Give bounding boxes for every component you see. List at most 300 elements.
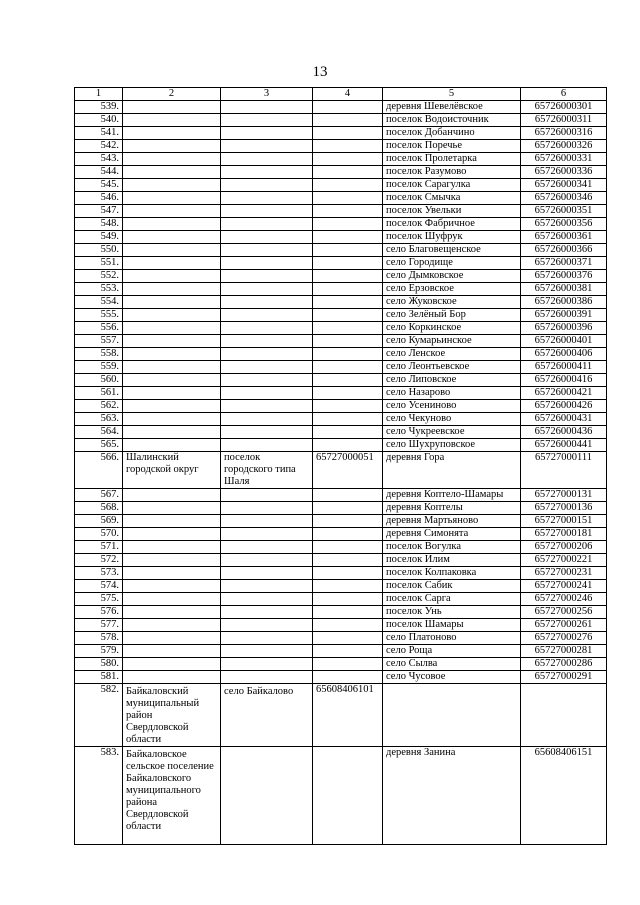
- municipality-cell: [123, 231, 221, 244]
- table-row: [75, 528, 607, 541]
- table-row: [75, 747, 607, 845]
- municipality-cell: [123, 502, 221, 515]
- settlement-cell: село Чукреевское: [383, 426, 521, 439]
- settlement-cell: село Кумарьинское: [383, 335, 521, 348]
- table-row: [75, 322, 607, 335]
- settlement-code-cell: 65726000361: [521, 231, 607, 244]
- center-code-cell: [313, 296, 383, 309]
- admin-center-cell: [221, 309, 313, 322]
- row-number-cell: 568.: [75, 502, 123, 515]
- row-number-cell: 566.: [75, 452, 123, 489]
- center-code-cell: [313, 658, 383, 671]
- municipality-cell: [123, 541, 221, 554]
- center-code-cell: [313, 166, 383, 179]
- settlement-code-cell: 65726000381: [521, 283, 607, 296]
- settlement-cell: деревня Коптело-Шамары: [383, 489, 521, 502]
- admin-center-cell: [221, 322, 313, 335]
- column-header: 1: [75, 88, 123, 101]
- row-number-cell: 544.: [75, 166, 123, 179]
- settlement-cell: поселок Шуфрук: [383, 231, 521, 244]
- row-number-cell: 557.: [75, 335, 123, 348]
- settlement-code-cell: 65726000331: [521, 153, 607, 166]
- municipality-cell: [123, 270, 221, 283]
- municipality-cell: [123, 296, 221, 309]
- center-code-cell: [313, 606, 383, 619]
- admin-center-cell: [221, 166, 313, 179]
- settlement-code-cell: [521, 684, 607, 747]
- admin-center-cell: [221, 645, 313, 658]
- center-code-cell: [313, 361, 383, 374]
- municipality-cell: [123, 101, 221, 114]
- settlement-code-cell: 65726000336: [521, 166, 607, 179]
- row-number-cell: 541.: [75, 127, 123, 140]
- center-code-cell: [313, 270, 383, 283]
- municipality-cell: [123, 205, 221, 218]
- settlement-code-cell: 65726000431: [521, 413, 607, 426]
- municipality-cell: [123, 593, 221, 606]
- row-number-cell: 543.: [75, 153, 123, 166]
- row-number-cell: 576.: [75, 606, 123, 619]
- table-row: [75, 502, 607, 515]
- settlement-code-cell: 65726000376: [521, 270, 607, 283]
- settlement-code-cell: 65727000291: [521, 671, 607, 684]
- table-row: [75, 192, 607, 205]
- settlement-code-cell: 65727000231: [521, 567, 607, 580]
- admin-center-cell: [221, 658, 313, 671]
- table-row: [75, 309, 607, 322]
- municipality-cell: [123, 322, 221, 335]
- municipality-cell: [123, 528, 221, 541]
- settlement-cell: поселок Унь: [383, 606, 521, 619]
- row-number-cell: 564.: [75, 426, 123, 439]
- row-number-cell: 554.: [75, 296, 123, 309]
- municipality-cell: [123, 671, 221, 684]
- table-row: [75, 166, 607, 179]
- admin-center-cell: [221, 413, 313, 426]
- municipality-cell: [123, 244, 221, 257]
- center-code-cell: [313, 101, 383, 114]
- header-row: [75, 88, 607, 101]
- settlement-code-cell: 65726000301: [521, 101, 607, 114]
- admin-center-cell: [221, 140, 313, 153]
- center-code-cell: [313, 413, 383, 426]
- center-code-cell: [313, 309, 383, 322]
- table-row: [75, 179, 607, 192]
- table-row: [75, 101, 607, 114]
- admin-center-cell: [221, 528, 313, 541]
- municipality-cell: [123, 489, 221, 502]
- center-code-cell: [313, 747, 383, 845]
- settlement-code-cell: 65727000281: [521, 645, 607, 658]
- settlement-code-cell: 65726000391: [521, 309, 607, 322]
- table-row: [75, 413, 607, 426]
- admin-center-cell: село Байкалово: [221, 684, 313, 747]
- settlement-cell: село Городище: [383, 257, 521, 270]
- center-code-cell: [313, 192, 383, 205]
- table-row: [75, 205, 607, 218]
- center-code-cell: [313, 322, 383, 335]
- table-row: [75, 374, 607, 387]
- center-code-cell: [313, 632, 383, 645]
- row-number-cell: 555.: [75, 309, 123, 322]
- settlement-cell: поселок Сарагулка: [383, 179, 521, 192]
- settlement-cell: деревня Гора: [383, 452, 521, 489]
- settlement-code-cell: 65726000371: [521, 257, 607, 270]
- municipality-cell: Байкаловский муниципальный район Свердловской области: [123, 684, 221, 747]
- table-row: [75, 231, 607, 244]
- municipality-cell: [123, 515, 221, 528]
- center-code-cell: [313, 502, 383, 515]
- table-row: [75, 619, 607, 632]
- settlement-code-cell: 65727000276: [521, 632, 607, 645]
- center-code-cell: [313, 671, 383, 684]
- settlement-cell: село Зелёный Бор: [383, 309, 521, 322]
- row-number-cell: 570.: [75, 528, 123, 541]
- settlement-code-cell: 65726000426: [521, 400, 607, 413]
- admin-center-cell: [221, 632, 313, 645]
- settlement-code-cell: 65727000221: [521, 554, 607, 567]
- settlement-cell: деревня Занина: [383, 747, 521, 845]
- settlement-cell: деревня Симонята: [383, 528, 521, 541]
- admin-center-cell: [221, 153, 313, 166]
- settlement-cell: село Сылва: [383, 658, 521, 671]
- admin-center-cell: [221, 387, 313, 400]
- table-row: [75, 335, 607, 348]
- settlement-code-cell: 65726000386: [521, 296, 607, 309]
- municipality-cell: [123, 645, 221, 658]
- municipality-cell: [123, 335, 221, 348]
- row-number-cell: 553.: [75, 283, 123, 296]
- municipality-cell: [123, 632, 221, 645]
- row-number-cell: 547.: [75, 205, 123, 218]
- admin-center-cell: [221, 205, 313, 218]
- settlement-code-cell: 65727000131: [521, 489, 607, 502]
- municipality-cell: [123, 218, 221, 231]
- row-number-cell: 575.: [75, 593, 123, 606]
- row-number-cell: 581.: [75, 671, 123, 684]
- row-number-cell: 549.: [75, 231, 123, 244]
- admin-center-cell: [221, 296, 313, 309]
- center-code-cell: [313, 257, 383, 270]
- settlement-cell: село Шухруповское: [383, 439, 521, 452]
- municipality-cell: Шалинский городской округ: [123, 452, 221, 489]
- center-code-cell: [313, 374, 383, 387]
- column-header: 5: [383, 88, 521, 101]
- table-row: [75, 387, 607, 400]
- table-row: [75, 645, 607, 658]
- row-number-cell: 583.: [75, 747, 123, 845]
- municipality-cell: [123, 257, 221, 270]
- center-code-cell: [313, 205, 383, 218]
- municipality-cell: [123, 580, 221, 593]
- settlement-code-cell: 65726000436: [521, 426, 607, 439]
- settlement-cell: село Усениново: [383, 400, 521, 413]
- settlement-code-cell: 65726000416: [521, 374, 607, 387]
- settlement-code-cell: 65727000241: [521, 580, 607, 593]
- municipality-cell: [123, 348, 221, 361]
- settlement-code-cell: 65726000356: [521, 218, 607, 231]
- admin-center-cell: [221, 400, 313, 413]
- admin-center-cell: [221, 426, 313, 439]
- table-row: [75, 489, 607, 502]
- admin-center-cell: [221, 580, 313, 593]
- center-code-cell: [313, 400, 383, 413]
- table-row: [75, 671, 607, 684]
- admin-center-cell: поселок городского типа Шаля: [221, 452, 313, 489]
- row-number-cell: 582.: [75, 684, 123, 747]
- municipality-cell: [123, 153, 221, 166]
- row-number-cell: 578.: [75, 632, 123, 645]
- settlement-code-cell: 65727000256: [521, 606, 607, 619]
- table-row: [75, 452, 607, 489]
- settlement-code-cell: 65726000316: [521, 127, 607, 140]
- table-row: [75, 606, 607, 619]
- admin-center-cell: [221, 335, 313, 348]
- admin-center-cell: [221, 515, 313, 528]
- center-code-cell: [313, 283, 383, 296]
- row-number-cell: 552.: [75, 270, 123, 283]
- municipality-cell: [123, 127, 221, 140]
- municipality-cell: [123, 439, 221, 452]
- settlement-code-cell: 65727000136: [521, 502, 607, 515]
- settlement-cell: поселок Поречье: [383, 140, 521, 153]
- admin-center-cell: [221, 502, 313, 515]
- row-number-cell: 561.: [75, 387, 123, 400]
- row-number-cell: 550.: [75, 244, 123, 257]
- settlement-code-cell: 65727000246: [521, 593, 607, 606]
- settlement-cell: поселок Сарга: [383, 593, 521, 606]
- row-number-cell: 565.: [75, 439, 123, 452]
- settlement-cell: поселок Сабик: [383, 580, 521, 593]
- settlement-cell: поселок Пролетарка: [383, 153, 521, 166]
- admin-center-cell: [221, 244, 313, 257]
- row-number-cell: 559.: [75, 361, 123, 374]
- settlement-cell: деревня Шевелёвское: [383, 101, 521, 114]
- municipality-cell: [123, 400, 221, 413]
- center-code-cell: [313, 114, 383, 127]
- settlement-cell: село Леонтьевское: [383, 361, 521, 374]
- admin-center-cell: [221, 619, 313, 632]
- settlement-cell: село Жуковское: [383, 296, 521, 309]
- settlement-code-cell: 65726000396: [521, 322, 607, 335]
- municipality-cell: [123, 283, 221, 296]
- row-number-cell: 560.: [75, 374, 123, 387]
- table-row: [75, 218, 607, 231]
- settlement-code-cell: 65727000151: [521, 515, 607, 528]
- admin-center-cell: [221, 283, 313, 296]
- settlement-cell: село Чекуново: [383, 413, 521, 426]
- table-row: [75, 283, 607, 296]
- row-number-cell: 548.: [75, 218, 123, 231]
- row-number-cell: 572.: [75, 554, 123, 567]
- settlement-code-cell: 65726000326: [521, 140, 607, 153]
- settlement-code-cell: 65726000411: [521, 361, 607, 374]
- table-row: [75, 244, 607, 257]
- municipality-cell: [123, 426, 221, 439]
- settlement-cell: поселок Илим: [383, 554, 521, 567]
- row-number-cell: 580.: [75, 658, 123, 671]
- center-code-cell: [313, 489, 383, 502]
- settlement-cell: поселок Смычка: [383, 192, 521, 205]
- settlement-cell: поселок Шамары: [383, 619, 521, 632]
- admin-center-cell: [221, 101, 313, 114]
- table-row: [75, 554, 607, 567]
- table-row: [75, 140, 607, 153]
- table-row: [75, 361, 607, 374]
- table-row: [75, 684, 607, 747]
- municipality-cell: [123, 606, 221, 619]
- column-header: 4: [313, 88, 383, 101]
- admin-center-cell: [221, 606, 313, 619]
- settlement-code-cell: 65726000311: [521, 114, 607, 127]
- settlement-cell: село Роща: [383, 645, 521, 658]
- admin-center-cell: [221, 567, 313, 580]
- center-code-cell: [313, 645, 383, 658]
- table-row: [75, 296, 607, 309]
- center-code-cell: [313, 426, 383, 439]
- table-row: [75, 257, 607, 270]
- center-code-cell: [313, 554, 383, 567]
- table-row: [75, 593, 607, 606]
- center-code-cell: 65608406101: [313, 684, 383, 747]
- row-number-cell: 577.: [75, 619, 123, 632]
- settlement-cell: поселок Добанчино: [383, 127, 521, 140]
- settlement-cell: село Коркинское: [383, 322, 521, 335]
- municipality-cell: [123, 374, 221, 387]
- municipality-cell: [123, 140, 221, 153]
- municipality-cell: [123, 554, 221, 567]
- settlement-cell: село Платоново: [383, 632, 521, 645]
- row-number-cell: 540.: [75, 114, 123, 127]
- admin-center-cell: [221, 747, 313, 845]
- settlement-code-cell: 65726000351: [521, 205, 607, 218]
- settlement-code-cell: 65727000206: [521, 541, 607, 554]
- row-number-cell: 556.: [75, 322, 123, 335]
- table-body: [75, 101, 607, 845]
- table-row: [75, 567, 607, 580]
- settlement-cell: деревня Коптелы: [383, 502, 521, 515]
- municipality-cell: Байкаловское сельское поселение Байкаловского муниципального района Свердловской области: [123, 747, 221, 845]
- row-number-cell: 573.: [75, 567, 123, 580]
- admin-center-cell: [221, 439, 313, 452]
- table-row: [75, 580, 607, 593]
- admin-center-cell: [221, 489, 313, 502]
- center-code-cell: [313, 335, 383, 348]
- table-row: [75, 270, 607, 283]
- admin-center-cell: [221, 114, 313, 127]
- center-code-cell: [313, 231, 383, 244]
- settlement-cell: село Благовещенское: [383, 244, 521, 257]
- center-code-cell: [313, 387, 383, 400]
- municipality-cell: [123, 413, 221, 426]
- column-header: 6: [521, 88, 607, 101]
- admin-center-cell: [221, 127, 313, 140]
- center-code-cell: [313, 348, 383, 361]
- settlement-cell: поселок Фабричное: [383, 218, 521, 231]
- admin-center-cell: [221, 231, 313, 244]
- center-code-cell: [313, 515, 383, 528]
- row-number-cell: 542.: [75, 140, 123, 153]
- settlement-cell: поселок Разумово: [383, 166, 521, 179]
- column-header: 3: [221, 88, 313, 101]
- center-code-cell: [313, 439, 383, 452]
- table-row: [75, 439, 607, 452]
- admin-center-cell: [221, 218, 313, 231]
- admin-center-cell: [221, 348, 313, 361]
- municipality-cell: [123, 309, 221, 322]
- settlement-cell: село Чусовое: [383, 671, 521, 684]
- center-code-cell: [313, 153, 383, 166]
- table-row: [75, 426, 607, 439]
- settlement-cell: село Назарово: [383, 387, 521, 400]
- settlement-code-cell: 65727000181: [521, 528, 607, 541]
- municipality-cell: [123, 619, 221, 632]
- settlement-code-cell: 65726000406: [521, 348, 607, 361]
- settlement-code-cell: 65726000341: [521, 179, 607, 192]
- admin-center-cell: [221, 541, 313, 554]
- settlement-code-cell: 65727000261: [521, 619, 607, 632]
- municipality-cell: [123, 387, 221, 400]
- center-code-cell: [313, 593, 383, 606]
- center-code-cell: [313, 244, 383, 257]
- table-row: [75, 348, 607, 361]
- page-number: 13: [312, 64, 328, 80]
- municipality-cell: [123, 179, 221, 192]
- settlement-cell: село Ленское: [383, 348, 521, 361]
- settlement-code-cell: 65608406151: [521, 747, 607, 845]
- center-code-cell: [313, 218, 383, 231]
- table-row: [75, 632, 607, 645]
- table-row: [75, 400, 607, 413]
- admin-center-cell: [221, 179, 313, 192]
- row-number-cell: 545.: [75, 179, 123, 192]
- municipality-cell: [123, 166, 221, 179]
- settlements-table: [74, 87, 607, 845]
- row-number-cell: 571.: [75, 541, 123, 554]
- settlement-code-cell: 65726000346: [521, 192, 607, 205]
- column-header: 2: [123, 88, 221, 101]
- admin-center-cell: [221, 361, 313, 374]
- row-number-cell: 558.: [75, 348, 123, 361]
- settlement-cell: поселок Колпаковка: [383, 567, 521, 580]
- admin-center-cell: [221, 257, 313, 270]
- row-number-cell: 579.: [75, 645, 123, 658]
- municipality-cell: [123, 114, 221, 127]
- center-code-cell: 65727000051: [313, 452, 383, 489]
- municipality-cell: [123, 567, 221, 580]
- admin-center-cell: [221, 593, 313, 606]
- municipality-cell: [123, 658, 221, 671]
- center-code-cell: [313, 528, 383, 541]
- center-code-cell: [313, 140, 383, 153]
- settlement-code-cell: 65726000401: [521, 335, 607, 348]
- row-number-cell: 563.: [75, 413, 123, 426]
- admin-center-cell: [221, 374, 313, 387]
- settlement-cell: поселок Увельки: [383, 205, 521, 218]
- admin-center-cell: [221, 192, 313, 205]
- settlement-cell: село Ерзовское: [383, 283, 521, 296]
- admin-center-cell: [221, 270, 313, 283]
- settlement-cell: село Дымковское: [383, 270, 521, 283]
- table-row: [75, 541, 607, 554]
- settlement-cell: поселок Вогулка: [383, 541, 521, 554]
- center-code-cell: [313, 127, 383, 140]
- center-code-cell: [313, 580, 383, 593]
- settlement-code-cell: 65726000441: [521, 439, 607, 452]
- settlement-code-cell: 65727000286: [521, 658, 607, 671]
- settlement-code-cell: 65727000111: [521, 452, 607, 489]
- row-number-cell: 574.: [75, 580, 123, 593]
